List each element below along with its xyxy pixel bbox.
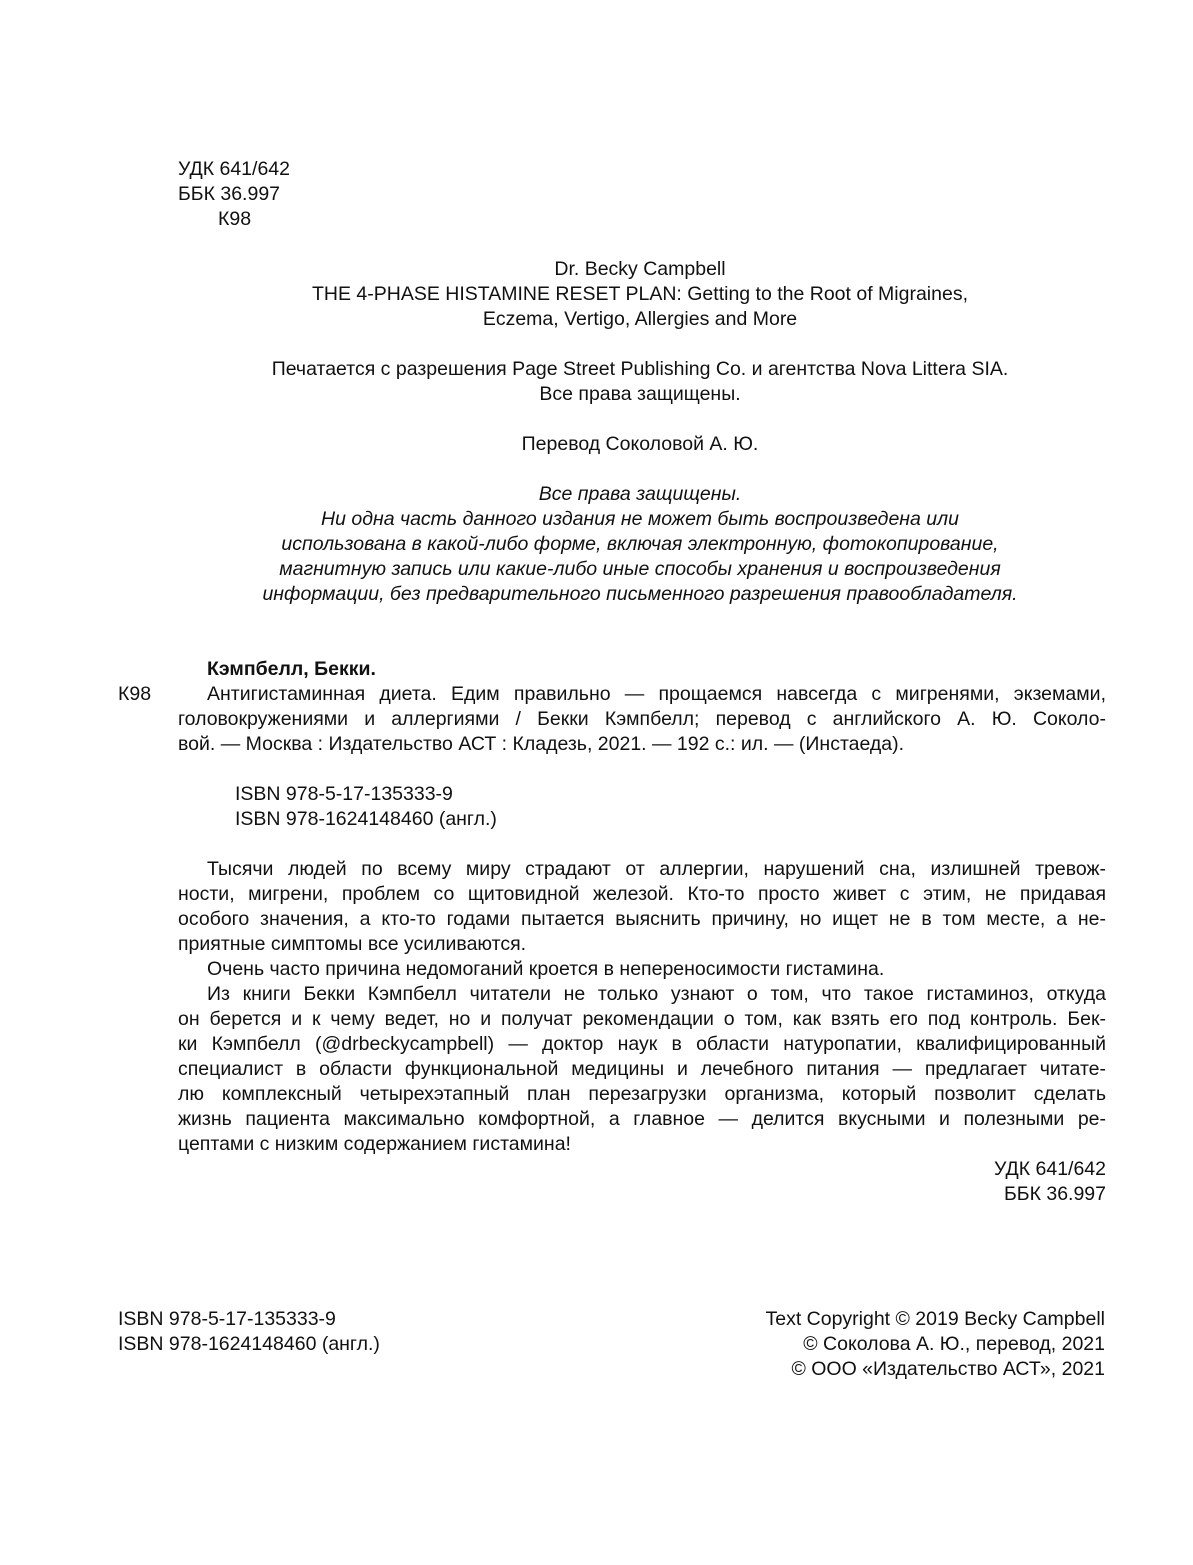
catalog-author-heading: Кэмпбелл, Бекки. (207, 658, 376, 680)
permission-block (190, 357, 1090, 407)
annotation-udk: УДК 641/642 (994, 1158, 1106, 1180)
rights-line2: Ни одна часть данного издания не может быть воспроизведена или (321, 508, 959, 530)
rights-notice-block (190, 482, 1090, 607)
footer-isbn2: ISBN 978-1624148460 (англ.) (118, 1333, 380, 1355)
footer-copyright-block (765, 1307, 1105, 1382)
original-title-line2: Eczema, Vertigo, Allergies and More (482, 308, 798, 330)
original-author: Dr. Becky Campbell (554, 258, 726, 280)
annotation-p1-l3: особого значения, а кто-то годами пытается выяснить причину, но ищет не в том месте, а не- (178, 908, 1106, 930)
annotation-p3-l3: ки Кэмпбелл (@drbeckycampbell) — доктор наук в области натуропатии, квалифицированный (178, 1033, 1106, 1055)
permission-line2: Все права защищены. (539, 383, 741, 405)
annotation-p3-l7: цептами с низким содержанием гистамина! (178, 1133, 571, 1155)
annotation-p1-l1: Тысячи людей по всему миру страдают от аллергии, нарушений сна, излишней тревож- (207, 858, 1106, 880)
copyright-line1: Text Copyright © 2019 Becky Campbell (765, 1308, 1105, 1330)
annotation-p1-l4: приятные симптомы все усиливаются. (178, 933, 527, 955)
rights-line5: информации, без предварительного письменного разрешения правообладателя. (262, 583, 1018, 605)
rights-line4: магнитную запись или какие-либо иные способы хранения и воспроизведения (279, 558, 1001, 580)
footer-isbn1: ISBN 978-5-17-135333-9 (118, 1308, 336, 1330)
bbk-code: ББК 36.997 (178, 183, 281, 205)
udk-code: УДК 641/642 (178, 158, 290, 180)
catalog-line2: головокружениями и аллергиями / Бекки Кэмпбелл; перевод с английского А. Ю. Соколо- (178, 708, 1106, 730)
catalog-line3: вой. — Москва : Издательство АСТ : Кладезь, 2021. — 192 с.: ил. — (Инстаеда). (178, 733, 905, 755)
rights-line1: Все права защищены. (538, 483, 742, 505)
author-mark: К98 (218, 208, 252, 230)
annotation-p3-l4: специалист в области функциональной медицины и лечебного питания — предлагает читате- (178, 1058, 1106, 1080)
footer-isbn-block (118, 1307, 380, 1357)
annotation-p1-l2: ности, мигрени, проблем со щитовидной железой. Кто-то просто живет с этим, не придавая (178, 883, 1106, 905)
catalog-isbn1: ISBN 978-5-17-135333-9 (235, 783, 453, 805)
annotation-bbk: ББК 36.997 (1003, 1183, 1106, 1205)
catalog-mark: К98 (118, 683, 152, 705)
annotation-p2-l1: Очень часто причина недомоганий кроется в непереносимости гистамина. (207, 958, 885, 980)
classification-block (178, 157, 290, 232)
original-title-line1: THE 4-PHASE HISTAMINE RESET PLAN: Getting to the Root of Migraines, (311, 283, 968, 305)
permission-line1: Печатается с разрешения Page Street Publishing Co. и агентства Nova Littera SIA. (271, 358, 1009, 380)
annotation-p3-l2: он берется и к чему ведет, но и получат рекомендации о том, как взять его под контроль. Бек- (178, 1008, 1106, 1030)
copyright-line3: © ООО «Издательство АСТ», 2021 (791, 1358, 1105, 1380)
annotation-p3-l6: жизнь пациента максимально комфортной, а главное — делится вкусными и полезными ре- (178, 1108, 1106, 1130)
annotation-p3-l1: Из книги Бекки Кэмпбелл читатели не только узнают о том, что такое гистаминоз, откуда (207, 983, 1106, 1005)
annotation-block (178, 857, 1106, 1207)
original-edition-block (190, 257, 1090, 332)
catalog-isbn2: ISBN 978-1624148460 (англ.) (235, 808, 497, 830)
translator-block (190, 432, 1090, 457)
catalog-description (178, 682, 1106, 757)
catalog-isbn-block (235, 782, 497, 832)
rights-line3: использована в какой-либо форме, включая электронную, фотокопирование, (281, 533, 999, 555)
catalog-line1: Антигистаминная диета. Едим правильно — прощаемся навсегда с мигренями, экземами, (207, 683, 1106, 705)
copyright-line2: © Соколова А. Ю., перевод, 2021 (803, 1333, 1105, 1355)
translator-line: Перевод Соколовой А. Ю. (521, 433, 759, 455)
annotation-p3-l5: лю комплексный четырехэтапный план перезагрузки организма, который позволит сделать (178, 1083, 1106, 1105)
